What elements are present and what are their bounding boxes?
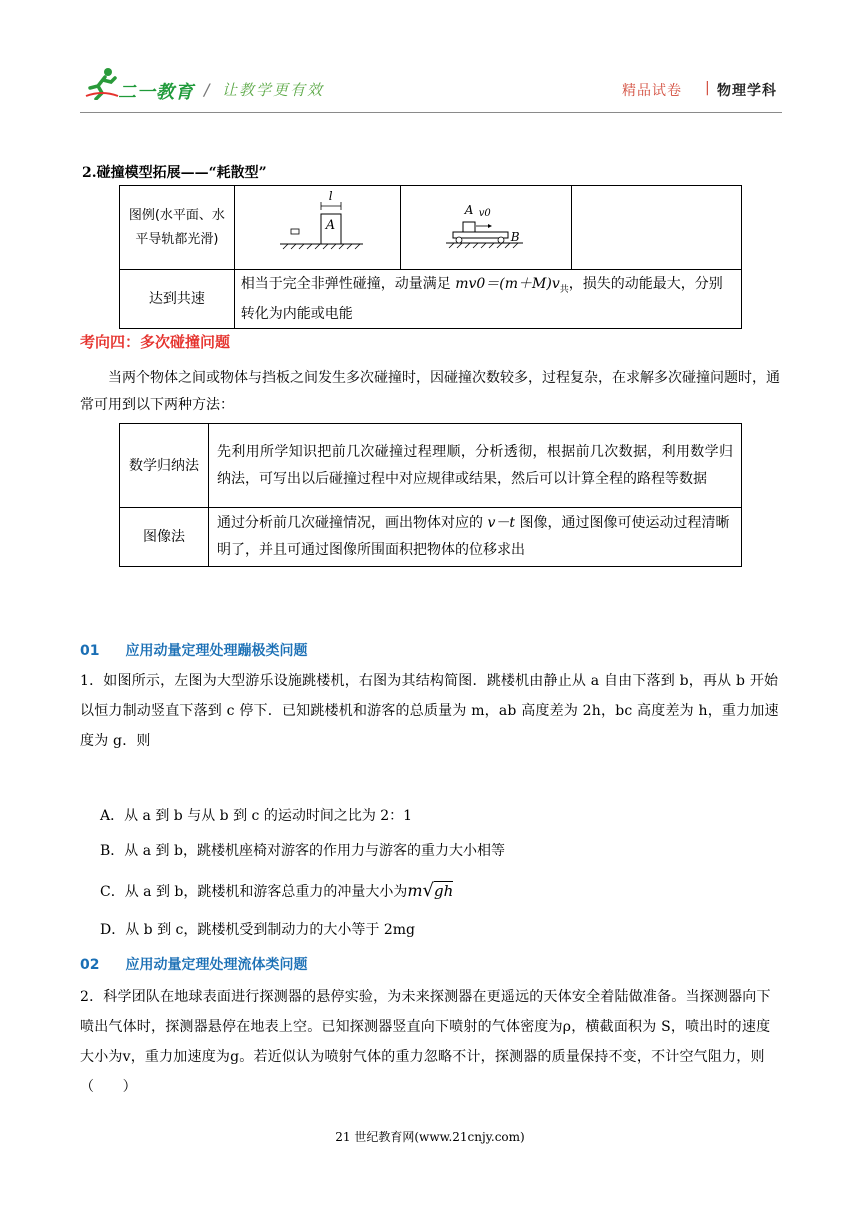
logo-text: 二一教育 (118, 82, 194, 103)
common-speed-text (234, 270, 741, 329)
figure-label-A: A (464, 203, 474, 217)
figure-label-B: B (510, 230, 520, 244)
question-2: 2．科学团队在地球表面进行探测器的悬停实验，为未来探测器在更遥远的天体安全着陆做准备。当探测器向下喷出气体时，探测器悬停在地表上空。已知探测器竖直向下喷射的气体密度为ρ，横截面积为 S，喷出时的速度大小为v，重力加速度为g。若近似认为喷射气体的重力忽略不计，探测器的质量保持不变，不计空气阻力，则（ ） (80, 989, 771, 1095)
header-label-premium: 精品试卷 (622, 83, 682, 99)
block-collision-figure (235, 186, 400, 269)
part-01-number: 01 (80, 643, 100, 659)
figure-label-v0: v0 (478, 208, 491, 219)
footer: 21 世纪教育网(www.21cnjy.com) (335, 1130, 525, 1144)
methods-table (119, 423, 742, 567)
option-c-m: m (407, 881, 423, 900)
header-label-subject: 物理学科 (717, 83, 777, 99)
figure-cell-1 (234, 186, 400, 270)
common-speed-text-b: ，损失的动能最大，分别转化为内能或电能 (240, 276, 723, 322)
section-title: 2.碰撞模型拓展——“耗散型” (82, 165, 267, 181)
topic-4-title: 考向四：多次碰撞问题 (80, 333, 231, 351)
method-text-graph-b: 图像，通过图像可使运动过程清晰明了，并且可通过图像所围面积把物体的位移求出 (217, 515, 730, 558)
board-block-figure (401, 186, 571, 269)
figure-label-l: l (328, 189, 333, 203)
common-speed-label: 达到共速 (120, 270, 235, 329)
formula-subscript: 共 (559, 284, 569, 295)
model-table (119, 185, 742, 329)
legend-label: 图例(水平面、水平导轨都光滑) (120, 186, 235, 270)
method-text-graph (209, 508, 742, 567)
method-text-induction: 先利用所学知识把前几次碰撞过程理顺，分析透彻，根据前几次数据，利用数学归纳法，可写出以后碰撞过程中对应规律或结果，然后可以计算全程的路程等数据 (209, 424, 742, 508)
header-rule (80, 112, 782, 113)
option-d: D．从 b 到 c，跳楼机受到制动力的大小等于 2mg (100, 922, 415, 938)
figure-label-A: A (325, 218, 336, 233)
logo-runner-icon (84, 66, 120, 100)
part-01-heading (80, 640, 307, 660)
method-text-graph-a: 通过分析前几次碰撞情况，画出物体对应的 (217, 515, 488, 531)
header-divider: | (705, 80, 710, 96)
momentum-formula: mv0＝(m＋M)v (455, 276, 560, 292)
logo-divider: / (204, 80, 210, 99)
slogan: 让教学更有效 (222, 81, 325, 99)
part-02-title: 应用动量定理处理流体类问题 (125, 957, 308, 973)
sqrt-sign: √ (422, 880, 435, 901)
option-c (100, 880, 453, 903)
option-c-radicand: gh (434, 882, 454, 900)
empty-cell (571, 186, 741, 270)
topic-4-intro: 当两个物体之间或物体与挡板之间发生多次碰撞时，因碰撞次数较多，过程复杂，在求解多次碰撞问题时，通常可用到以下两种方法： (80, 370, 780, 413)
method-label-induction: 数学归纳法 (120, 424, 209, 508)
method-label-graph: 图像法 (120, 508, 209, 567)
part-02-number: 02 (80, 957, 100, 973)
option-a: A．从 a 到 b 与从 b 到 c 的运动时间之比为 2：1 (100, 808, 413, 824)
figure-cell-2 (400, 186, 571, 270)
option-b: B．从 a 到 b，跳楼机座椅对游客的作用力与游客的重力大小相等 (100, 843, 505, 859)
question-1: 1．如图所示，左图为大型游乐设施跳楼机，右图为其结构简图．跳楼机由静止从 a 自由下落到 b，再从 b 开始以恒力制动竖直下落到 c 停下．已知跳楼机和游客的总质量为 m，ab 高度差为 2h，bc 高度差为 h，重力加速度为 g．则 (80, 673, 779, 749)
part-02-heading (80, 954, 307, 974)
option-c-text: C．从 a 到 b，跳楼机和游客总重力的冲量大小为 (100, 884, 408, 900)
common-speed-text-a: 相当于完全非弹性碰撞，动量满足 (240, 276, 456, 292)
vt-label: v－t (487, 515, 515, 531)
part-01-title: 应用动量定理处理蹦极类问题 (125, 643, 308, 659)
